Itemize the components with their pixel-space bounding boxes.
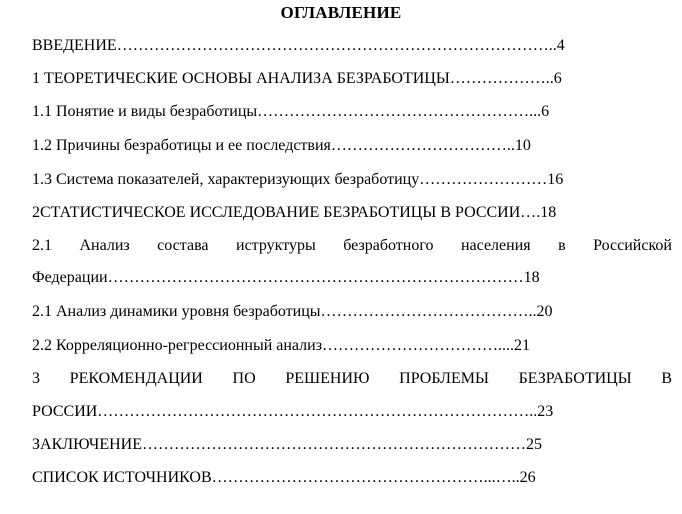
toc-entry-section-2-2: 2.2 Корреляционно-регрессионный анализ……………………………....21 — [32, 337, 531, 354]
toc-entry-chapter-1: 1 ТЕОРЕТИЧЕСКИЕ ОСНОВЫ АНАЛИЗА БЕЗРАБОТИЦЫ………………..6 — [32, 70, 562, 87]
toc-entry-section-1-2: 1.2 Причины безработицы и ее последствия……………………………..10 — [32, 137, 531, 154]
toc-entry-chapter-3-line-1: 3 РЕКОМЕНДАЦИИ ПО РЕШЕНИЮ ПРОБЛЕМЫ БЕЗРАБОТИЦЫ В — [32, 370, 672, 387]
toc-entry-references: СПИСОК ИСТОЧНИКОВ……………………………………………...…..26 — [32, 469, 536, 486]
toc-entry-introduction: ВВЕДЕНИЕ………………………………………………………………………..4 — [32, 37, 565, 54]
toc-entry-section-2-1b: 2.1 Анализ динамики уровня безработицы…………………………………..20 — [32, 303, 553, 320]
toc-entry-section-2-1-line-1: 2.1 Анализ состава иструктуры безработного населения в Российской — [32, 237, 672, 254]
toc-entry-chapter-3-line-2: РОССИИ………………………………………………………………………..23 — [32, 403, 554, 420]
toc-entry-conclusion: ЗАКЛЮЧЕНИЕ………………………………………………………………25 — [32, 436, 542, 453]
toc-entry-section-1-1: 1.1 Понятие и виды безработицы……………………………………………...6 — [32, 103, 550, 120]
toc-entry-chapter-2: 2СТАТИСТИЧЕСКОЕ ИССЛЕДОВАНИЕ БЕЗРАБОТИЦЫ В РОССИИ….18 — [32, 204, 557, 221]
toc-title: ОГЛАВЛЕНИЕ — [280, 3, 402, 22]
toc-entry-section-1-3: 1.3 Система показателей, характеризующих безработицу……………………16 — [32, 171, 564, 188]
toc-entry-section-2-1-line-2: Федерации……………………………………………………………………18 — [32, 269, 540, 286]
